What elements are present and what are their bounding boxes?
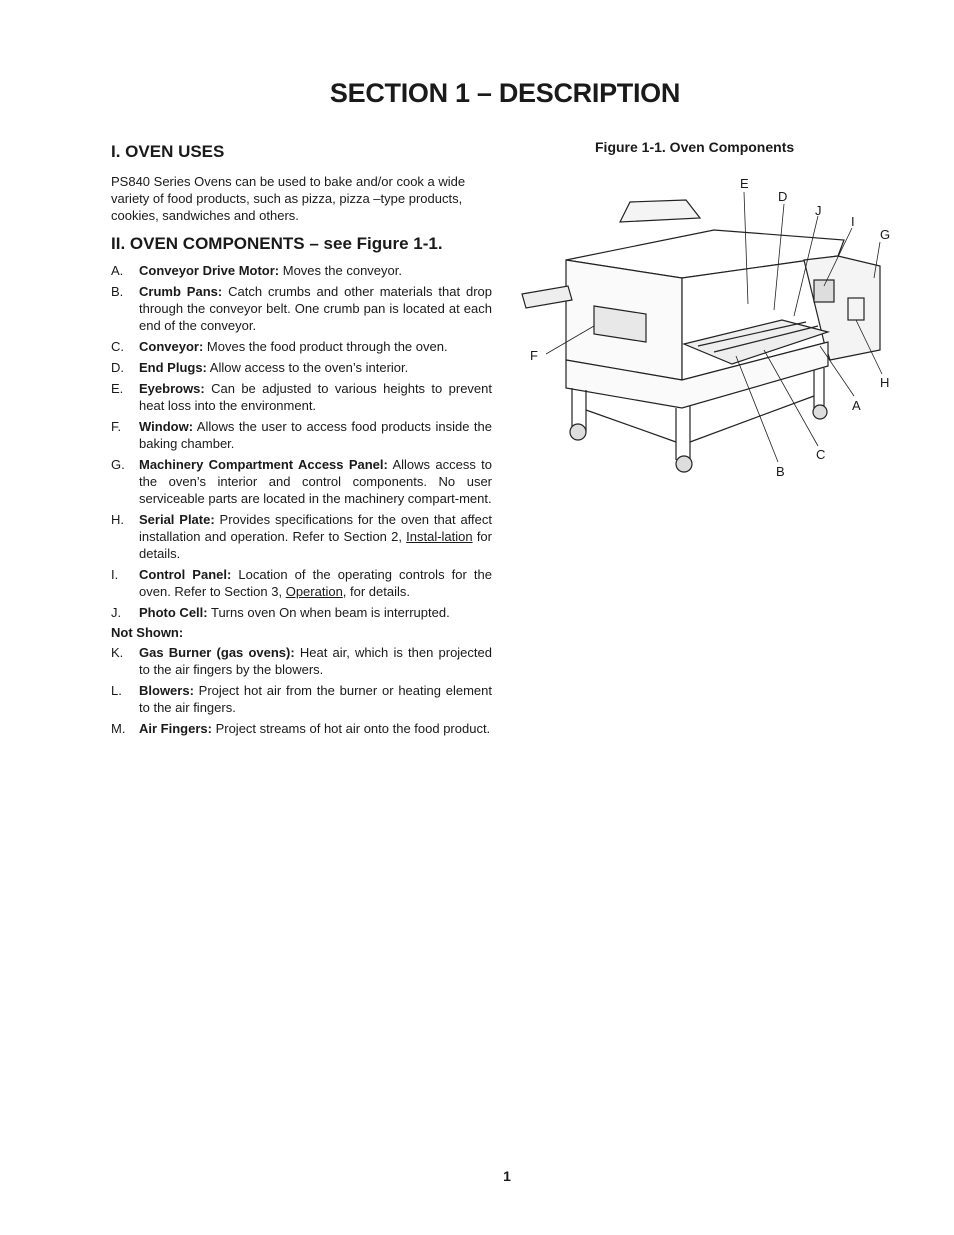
- component-item: [111, 604, 492, 621]
- item-description: Allow access to the oven’s interior.: [206, 360, 409, 375]
- component-item: [111, 262, 492, 279]
- item-description: Turns oven On when beam is interrupted.: [207, 605, 450, 620]
- figure-caption: Figure 1-1. Oven Components: [595, 139, 795, 155]
- item-letter: C.: [111, 339, 124, 354]
- item-description: Catch crumbs and other materials that drop through the conveyor belt. One crumb pan is located at each end of the conveyor.: [139, 284, 492, 333]
- item-description: Moves the conveyor.: [279, 263, 402, 278]
- component-item: [111, 338, 492, 355]
- item-letter: A.: [111, 263, 124, 278]
- item-description: Project streams of hot air onto the food product.: [211, 721, 491, 736]
- item-letter: I.: [111, 567, 119, 582]
- callout-e: E: [740, 176, 749, 191]
- item-description: Moves the food product through the oven.: [203, 339, 448, 354]
- item-letter: B.: [111, 284, 124, 299]
- oven-illustration: [518, 170, 898, 480]
- not-shown-list: [111, 644, 492, 737]
- caster-wheel: [813, 405, 827, 419]
- component-item: [111, 511, 492, 562]
- item-description: Allows access to the oven’s interior and control components. No user serviceable parts are located in the machinery compart-ment.: [139, 457, 492, 506]
- component-item: [111, 359, 492, 376]
- item-term: Air Fingers:: [139, 721, 212, 736]
- caster-wheel: [676, 456, 692, 472]
- item-term: Control Panel:: [139, 567, 232, 582]
- oven-flue: [620, 200, 700, 222]
- oven-components-heading-ref: – see Figure 1-1.: [304, 234, 443, 253]
- callout-j: J: [815, 203, 822, 218]
- conveyor-left: [522, 286, 572, 308]
- stand-shelf: [690, 396, 814, 442]
- item-letter: F.: [111, 419, 122, 434]
- item-term: Crumb Pans:: [139, 284, 223, 299]
- item-term: Eyebrows:: [139, 381, 205, 396]
- callout-f: F: [530, 348, 538, 363]
- callout-h: H: [880, 375, 890, 390]
- item-description: Can be adjusted to various heights to prevent heat loss into the environment.: [139, 381, 492, 413]
- text-column: [111, 142, 492, 741]
- component-item: [111, 566, 492, 600]
- item-description: Provides specifications for the oven that affect installation and operation. Refer to Section 2,: [139, 512, 492, 544]
- component-item: [111, 644, 492, 678]
- callout-b: B: [776, 464, 785, 479]
- item-term: Conveyor:: [139, 339, 204, 354]
- control-panel: [814, 280, 834, 302]
- item-letter: K.: [111, 645, 124, 660]
- item-letter: M.: [111, 721, 126, 736]
- oven-components-heading-bold: II. OVEN COMPONENTS: [111, 234, 305, 253]
- page-title: SECTION 1 – DESCRIPTION: [329, 78, 681, 108]
- item-letter: G.: [111, 457, 125, 472]
- oven-uses-text: PS840 Series Ovens can be used to bake and/or cook a wide variety of food products, such as pizza, pizza –type products, cookies, sandwiches and others.: [111, 174, 466, 223]
- not-shown-label: Not Shown:: [111, 625, 184, 640]
- item-term: Conveyor Drive Motor:: [139, 263, 280, 278]
- stand-shelf: [586, 410, 676, 442]
- item-description-end: , for details.: [342, 584, 410, 599]
- callout-c: C: [816, 447, 826, 462]
- item-description: Location of the operating controls for the oven. Refer to Section 3,: [139, 567, 492, 599]
- item-term: Gas Burner (gas ovens):: [139, 645, 295, 660]
- item-description: Heat air, which is then projected to the air fingers by the blowers.: [139, 645, 492, 677]
- item-term: Photo Cell:: [139, 605, 208, 620]
- page-number: 1: [503, 1168, 511, 1184]
- item-letter: D.: [111, 360, 124, 375]
- component-item: [111, 456, 492, 507]
- item-description-end: for details.: [139, 529, 492, 561]
- item-letter: H.: [111, 512, 124, 527]
- item-letter: E.: [111, 381, 124, 396]
- item-description: Project hot air from the burner or heating element to the air fingers.: [139, 683, 492, 715]
- oven-uses-heading: I. OVEN USES: [111, 142, 225, 161]
- component-item: [111, 682, 492, 716]
- component-item: [111, 283, 492, 334]
- component-item: [111, 418, 492, 452]
- item-term: Machinery Compartment Access Panel:: [139, 457, 388, 472]
- callout-d: D: [778, 189, 788, 204]
- item-section-reference: Instal-lation: [406, 529, 473, 544]
- item-letter: J.: [111, 605, 122, 620]
- oven-components-figure: [518, 170, 898, 480]
- item-term: Window:: [139, 419, 194, 434]
- item-letter: L.: [111, 683, 122, 698]
- callout-g: G: [880, 227, 891, 242]
- components-list: [111, 262, 492, 621]
- component-item: [111, 380, 492, 414]
- oven-components-heading: [111, 234, 492, 254]
- item-term: Serial Plate:: [139, 512, 215, 527]
- item-term: End Plugs:: [139, 360, 207, 375]
- caster-wheel: [570, 424, 586, 440]
- callout-i: I: [851, 214, 855, 229]
- callout-a: A: [852, 398, 861, 413]
- component-item: [111, 720, 492, 737]
- item-term: Blowers:: [139, 683, 194, 698]
- item-description: Allows the user to access food products inside the baking chamber.: [139, 419, 492, 451]
- item-section-reference: Operation: [285, 584, 343, 599]
